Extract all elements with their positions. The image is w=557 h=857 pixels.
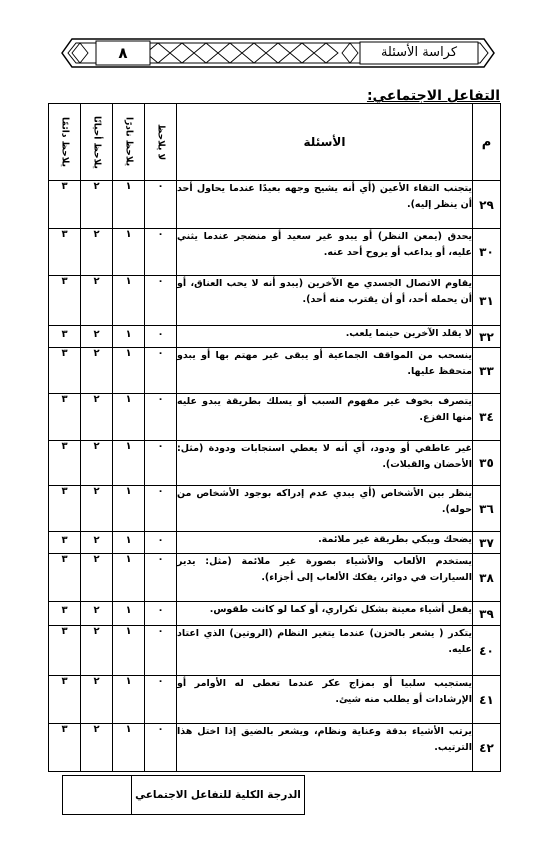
rating-1-option[interactable]: ١: [113, 724, 145, 772]
rating-0-option[interactable]: ٠: [145, 626, 177, 676]
question-text: ينسحب من المواقف الجماعية أو يبقى غير مهتم بها أو يبدو متحفظ عليها.: [177, 348, 473, 394]
table-header-row: [49, 104, 501, 181]
header-number: م: [473, 104, 501, 181]
header-rating-3-label: يلاحظ دائمًا: [59, 117, 70, 167]
rating-0-option[interactable]: ٠: [145, 486, 177, 532]
rating-1-option[interactable]: ١: [113, 554, 145, 602]
rating-3-option[interactable]: ٣: [49, 348, 81, 394]
rating-3-option[interactable]: ٣: [49, 602, 81, 626]
rating-2-option[interactable]: ٢: [81, 626, 113, 676]
rating-2-option[interactable]: ٢: [81, 724, 113, 772]
rating-2-option[interactable]: ٢: [81, 394, 113, 441]
table-row: [49, 348, 501, 394]
question-text: يتجنب التقاء الأعين (أي أنه يشيح وجهه بعيدًا عندما يحاول أحد أن ينظر إليه).: [177, 181, 473, 229]
rating-1-option[interactable]: ١: [113, 348, 145, 394]
question-text: يستخدم الألعاب والأشياء بصورة غير ملائمة (مثل: يدير السيارات في دوائر، يفكك الألعاب إلى أجزاء).: [177, 554, 473, 602]
rating-3-option[interactable]: ٣: [49, 229, 81, 276]
table-row: [49, 626, 501, 676]
table-row: [49, 554, 501, 602]
questions-table: [48, 103, 501, 772]
row-number: ٣٣: [473, 348, 501, 394]
question-text: غير عاطفي أو ودود، أي أنه لا يعطي استجابات ودودة (مثل: الأحضان والقبلات).: [177, 441, 473, 486]
total-score-box: [62, 775, 305, 815]
rating-1-option[interactable]: ١: [113, 326, 145, 348]
table-row: [49, 394, 501, 441]
rating-3-option[interactable]: ٣: [49, 532, 81, 554]
table-row: [49, 486, 501, 532]
rating-3-option[interactable]: ٣: [49, 326, 81, 348]
row-number: ٢٩: [473, 181, 501, 229]
question-text: يتصرف بخوف غير مفهوم السبب أو يسلك بطريقة يبدو عليه منها الفزع.: [177, 394, 473, 441]
rating-3-option[interactable]: ٣: [49, 276, 81, 326]
rating-1-option[interactable]: ١: [113, 626, 145, 676]
total-score-label: الدرجة الكلية للتفاعل الاجتماعي: [132, 776, 305, 815]
row-number: ٤٠: [473, 626, 501, 676]
booklet-title: كراسة الأسئلة: [380, 45, 458, 60]
rating-1-option[interactable]: ١: [113, 441, 145, 486]
table-row: [49, 229, 501, 276]
rating-2-option[interactable]: ٢: [81, 229, 113, 276]
question-text: يفعل أشياء معينة بشكل تكراري، أو كما لو كانت طقوس.: [177, 602, 473, 626]
table-row: [49, 441, 501, 486]
header-rating-1-label: يلاحظ نادرًا: [123, 117, 134, 167]
rating-0-option[interactable]: ٠: [145, 602, 177, 626]
header-rating-0: [145, 104, 177, 181]
rating-2-option[interactable]: ٢: [81, 326, 113, 348]
row-number: ٣٤: [473, 394, 501, 441]
header-banner: [58, 33, 498, 73]
rating-1-option[interactable]: ١: [113, 394, 145, 441]
header-rating-2-label: يلاحظ أحيانًا: [91, 115, 102, 169]
rating-1-option[interactable]: ١: [113, 276, 145, 326]
row-number: ٣٢: [473, 326, 501, 348]
rating-2-option[interactable]: ٢: [81, 181, 113, 229]
rating-2-option[interactable]: ٢: [81, 532, 113, 554]
question-text: ينظر بين الأشخاص (أي يبدي عدم إدراكه بوجود الأشخاص من حوله).: [177, 486, 473, 532]
question-text: يتكدر ( يشعر بالحزن) عندما يتغير النظام (الروتين) الذي اعتاد عليه.: [177, 626, 473, 676]
rating-1-option[interactable]: ١: [113, 676, 145, 724]
rating-0-option[interactable]: ٠: [145, 554, 177, 602]
page-number: ٨: [118, 44, 128, 62]
rating-1-option[interactable]: ١: [113, 229, 145, 276]
row-number: ٣٧: [473, 532, 501, 554]
row-number: ٣٠: [473, 229, 501, 276]
header-rating-0-label: لا يلاحظ: [155, 123, 166, 161]
row-number: ٣٩: [473, 602, 501, 626]
table-row: [49, 532, 501, 554]
table-row: [49, 602, 501, 626]
question-text: يحدق (يمعن النظر) أو يبدو غير سعيد أو منضجر عندما يثني عليه، أو يداعب أو يروح أحد عنه.: [177, 229, 473, 276]
total-score-field[interactable]: [63, 776, 132, 815]
table-row: [49, 724, 501, 772]
row-number: ٣٨: [473, 554, 501, 602]
row-number: ٤٢: [473, 724, 501, 772]
section-heading: التفاعل الاجتماعي:: [366, 88, 500, 104]
rating-3-option[interactable]: ٣: [49, 441, 81, 486]
row-number: ٤١: [473, 676, 501, 724]
rating-0-option[interactable]: ٠: [145, 441, 177, 486]
rating-1-option[interactable]: ١: [113, 181, 145, 229]
question-text: يقاوم الاتصال الجسدي مع الآخرين (يبدو أنه لا يحب العناق، أو أن يحمله أحد، أو أن يقترب منه أحد).: [177, 276, 473, 326]
rating-0-option[interactable]: ٠: [145, 532, 177, 554]
rating-3-option[interactable]: ٣: [49, 554, 81, 602]
rating-0-option[interactable]: ٠: [145, 676, 177, 724]
rating-3-option[interactable]: ٣: [49, 724, 81, 772]
question-text: يضحك ويبكي بطريقة غير ملائمة.: [177, 532, 473, 554]
table-row: [49, 276, 501, 326]
rating-0-option[interactable]: ٠: [145, 276, 177, 326]
rating-0-option[interactable]: ٠: [145, 326, 177, 348]
header-rating-2: [81, 104, 113, 181]
row-number: ٣٥: [473, 441, 501, 486]
rating-3-option[interactable]: ٣: [49, 486, 81, 532]
rating-0-option[interactable]: ٠: [145, 181, 177, 229]
rating-1-option[interactable]: ١: [113, 486, 145, 532]
row-number: ٣٦: [473, 486, 501, 532]
rating-3-option[interactable]: ٣: [49, 394, 81, 441]
rating-3-option[interactable]: ٣: [49, 181, 81, 229]
rating-2-option[interactable]: ٢: [81, 554, 113, 602]
question-text: يستجيب سلبيا أو بمزاج عكر عندما تعطى له الأوامر أو الإرشادات أو يطلب منه شيئ.: [177, 676, 473, 724]
question-text: لا يقلد الآخرين حينما يلعب.: [177, 326, 473, 348]
rating-2-option[interactable]: ٢: [81, 486, 113, 532]
rating-2-option[interactable]: ٢: [81, 602, 113, 626]
question-text: يرتب الأشياء بدقة وعناية ونظام، ويشعر بالضيق إذا اختل هذا الترتيب.: [177, 724, 473, 772]
header-rating-1: [113, 104, 145, 181]
rating-2-option[interactable]: ٢: [81, 676, 113, 724]
table-row: [49, 181, 501, 229]
rating-2-option[interactable]: ٢: [81, 441, 113, 486]
row-number: ٣١: [473, 276, 501, 326]
rating-0-option[interactable]: ٠: [145, 394, 177, 441]
table-row: [49, 676, 501, 724]
rating-0-option[interactable]: ٠: [145, 229, 177, 276]
table-row: [49, 326, 501, 348]
header-question: الأسئلة: [177, 104, 473, 181]
rating-2-option[interactable]: ٢: [81, 348, 113, 394]
rating-3-option[interactable]: ٣: [49, 676, 81, 724]
rating-0-option[interactable]: ٠: [145, 348, 177, 394]
rating-1-option[interactable]: ١: [113, 532, 145, 554]
rating-2-option[interactable]: ٢: [81, 276, 113, 326]
rating-0-option[interactable]: ٠: [145, 724, 177, 772]
rating-1-option[interactable]: ١: [113, 602, 145, 626]
header-rating-3: [49, 104, 81, 181]
rating-3-option[interactable]: ٣: [49, 626, 81, 676]
